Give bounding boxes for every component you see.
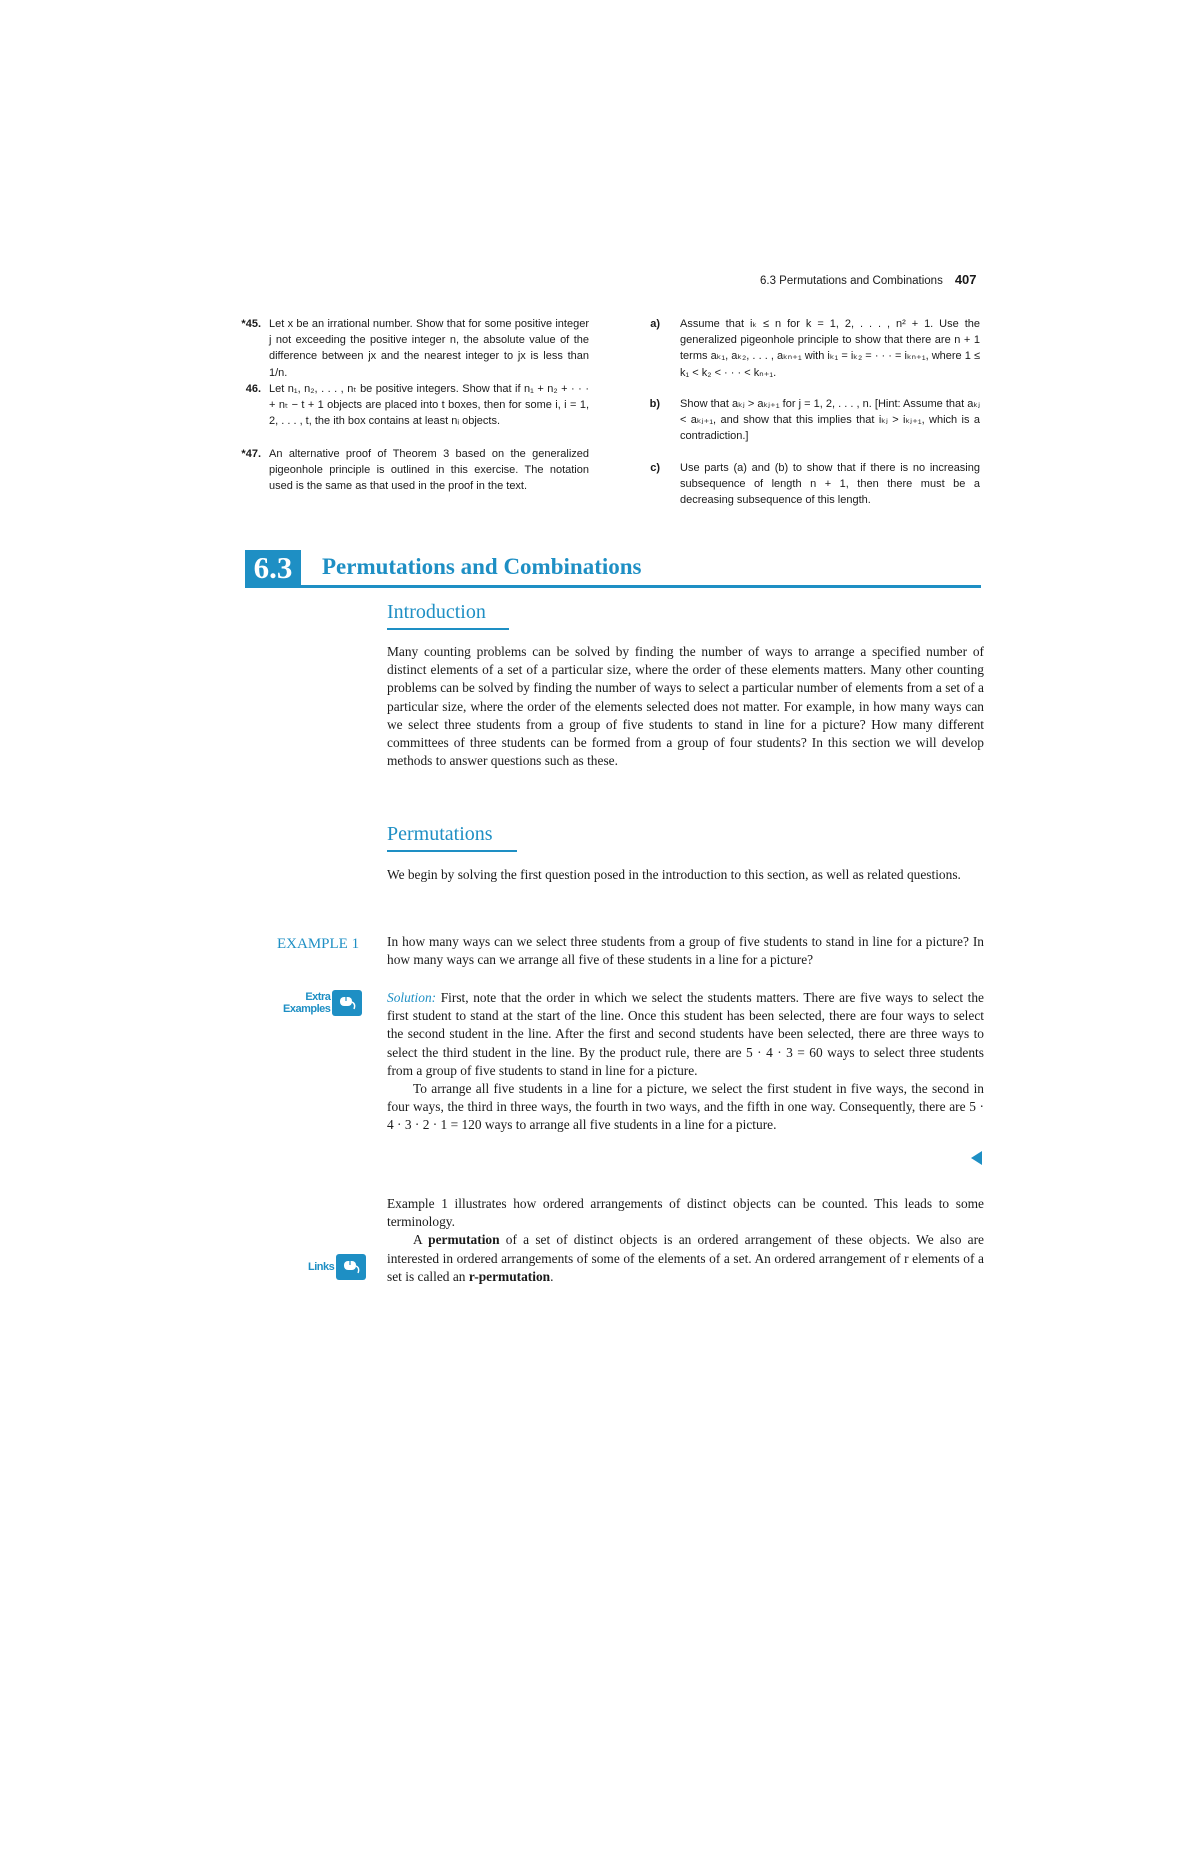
exercise-number: 46. bbox=[245, 383, 261, 395]
example-label: EXAMPLE 1 bbox=[277, 936, 360, 952]
example-question-text: In how many ways can we select three students from a group of five students to stand in line for a picture? In how many ways can we arrange all five of these students in a line for a picture? bbox=[387, 934, 984, 968]
extra-examples-label: Extra Examples bbox=[283, 991, 331, 1015]
subpart-text: Use parts (a) and (b) to show that if there is no increasing subsequence of length n + 1, then there must be a decreasing subsequence of this length. bbox=[680, 462, 980, 507]
exercise-number: *47. bbox=[241, 448, 261, 460]
solution-paragraph-2: To arrange all five students in a line for a picture, we select the first student in five ways, the second in four ways, the third in three ways, the fourth in two ways, and the fifth in one way. Consequently, there are 5 · 4 · 3 · 2 · 1 = 120 ways to arrange all five students in a line for a picture. bbox=[387, 1081, 984, 1133]
term-permutation: permutation bbox=[428, 1232, 500, 1248]
section-title: Permutations and Combinations bbox=[322, 554, 642, 579]
subpart-label: b) bbox=[649, 398, 660, 410]
permutations-intro bbox=[387, 866, 984, 884]
links-badge[interactable] bbox=[308, 1254, 366, 1280]
exercise-number: *45. bbox=[241, 318, 261, 330]
running-header-title: 6.3 Permutations and Combinations bbox=[760, 275, 943, 287]
term-r-permutation: r-permutation bbox=[468, 1268, 551, 1284]
subpart-text: Assume that iₖ ≤ n for k = 1, 2, . . . , n² + 1. Use the generalized pigeonhole principle to show that there are n + 1 terms aₖ₁, aₖ₂, . . . , aₖₙ₊₁ with iₖ₁ = iₖ₂ = · · · = iₖₙ₊₁, where 1 ≤ k₁ < k₂ < · · · < kₙ₊₁. bbox=[680, 318, 980, 379]
solution-label: Solution: bbox=[387, 990, 437, 1005]
extra-examples-badge[interactable] bbox=[283, 990, 362, 1016]
example-solution bbox=[387, 989, 984, 1135]
exercise-text: An alternative proof of Theorem 3 based on the generalized pigeonhole principle is outlined in this exercise. The notation used is the same as that used in the proof in the text. bbox=[269, 448, 589, 493]
mouse-icon bbox=[332, 990, 362, 1016]
section-rule bbox=[245, 585, 981, 588]
subpart-text: Show that aₖⱼ > aₖⱼ₊₁ for j = 1, 2, . . . , n. [Hint: Assume that aₖⱼ < aₖⱼ₊₁, and show that this implies that iₖⱼ > iₖⱼ₊₁, which is a contradiction.] bbox=[680, 398, 980, 443]
subpart-label: a) bbox=[650, 318, 660, 330]
example-question bbox=[387, 933, 984, 969]
introduction-paragraph bbox=[387, 643, 984, 770]
end-of-example-marker bbox=[971, 1151, 982, 1165]
exercise-subparts bbox=[600, 0, 1000, 520]
exercise-text: Let n₁, n₂, . . . , nₜ be positive integers. Show that if n₁ + n₂ + · · · + nₜ − t + 1 objects are placed into t boxes, then for some i, i = 1, 2, . . . , t, the ith box contains at least nᵢ objects. bbox=[269, 383, 589, 428]
closing-paragraph-2: A permutation of a set of distinct objects is an ordered arrangement of these objects. We also are interested in ordered arrangements of some of the elements of a set. An ordered arrangement of r elements of a set is called an r-permutation. bbox=[387, 1232, 984, 1284]
permutations-rule bbox=[387, 850, 517, 852]
permutations-intro-text: We begin by solving the first question posed in the introduction to this section, as well as related questions. bbox=[387, 867, 961, 882]
page-number: 407 bbox=[954, 272, 977, 287]
introduction-heading: Introduction bbox=[387, 601, 486, 623]
mouse-icon bbox=[336, 1254, 366, 1280]
introduction-rule bbox=[387, 628, 509, 630]
permutations-heading: Permutations bbox=[387, 823, 493, 845]
introduction-text: Many counting problems can be solved by finding the number of ways to arrange a specified number of distinct elements of a set of a particular size, where the order of these elements matters. Many other counting problems can be solved by finding the number of ways to select a particular number of elements from a set of a particular size, where the order of the elements selected does not matter. For example, in how many ways can we select three students from a group of five students to stand in line for a picture? How many different committees of three students can be formed from a group of four students? In this section we will develop methods to answer questions such as these. bbox=[387, 644, 984, 769]
solution-paragraph-1: Solution: First, note that the order in which we select the students matters. There are five ways to select the first student to stand at the start of the line. Once this student has been selected, there are four ways to select the second student in the line. After the first and second students have been selected, there are three ways to select the third student in the line. By the product rule, there are 5 · 4 · 3 = 60 ways to select three students from a group of five students to stand in line for a picture. bbox=[387, 990, 984, 1078]
subpart-label: c) bbox=[650, 462, 660, 474]
closing-paragraph-1: Example 1 illustrates how ordered arrangements of distinct objects can be counted. This leads to some terminology. bbox=[387, 1196, 984, 1230]
links-label: Links bbox=[308, 1261, 335, 1273]
section-number-badge: 6.3 bbox=[245, 550, 301, 586]
closing-text bbox=[387, 1195, 984, 1286]
exercise-text: Let x be an irrational number. Show that for some positive integer j not exceeding the positive integer n, the absolute value of the difference between jx and the nearest integer to jx is less than 1/n. bbox=[269, 318, 589, 379]
exercise-list bbox=[0, 0, 600, 520]
